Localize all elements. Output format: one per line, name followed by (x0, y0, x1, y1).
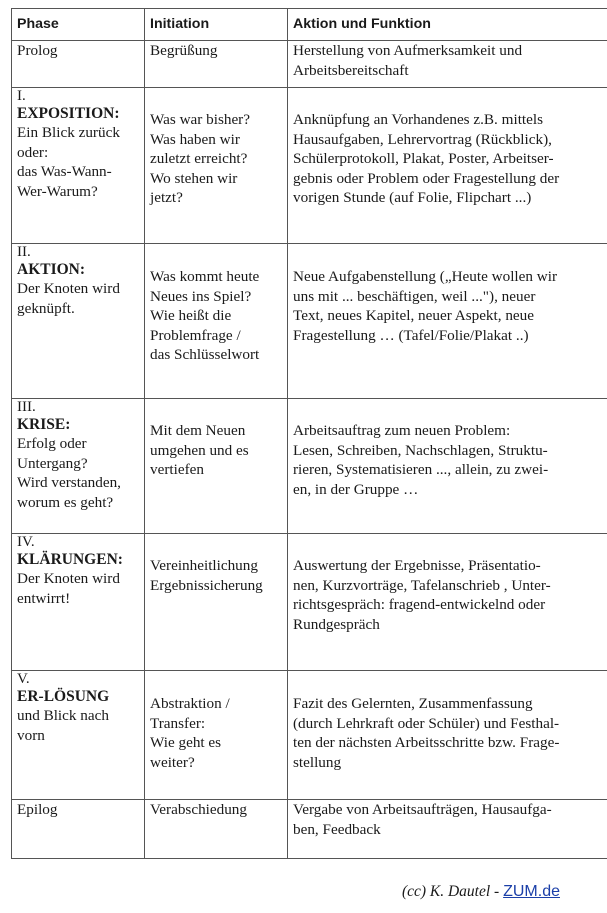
phase-cell (12, 671, 145, 800)
text-line: Neues ins Spiel? (150, 287, 252, 305)
text-line: Wer-Warum? (17, 182, 98, 200)
action-cell (288, 800, 607, 859)
phase-number: II. (17, 244, 31, 260)
phase-cell (12, 399, 145, 534)
text-line: Fazit des Gelernten, Zusammenfassung (293, 695, 533, 712)
table-row (12, 399, 607, 534)
initiation-cell (145, 41, 288, 88)
text-line: Fragestellung … (Tafel/Folie/Plakat ..) (293, 326, 529, 344)
text-line: zuletzt erreicht? (150, 150, 248, 167)
header-phase: Phase (12, 9, 145, 41)
text-line: Abstraktion / (150, 695, 230, 712)
phase-number: V. (17, 671, 30, 687)
phase-description (17, 123, 144, 201)
text-line: en, in der Gruppe … (293, 480, 419, 498)
text-line: Schülerprotokoll, Plakat, Poster, Arbeitser- (293, 150, 554, 167)
text-line: Untergang? (17, 454, 88, 472)
initiation-cell (145, 244, 288, 399)
text-line: das Schlüsselwort (150, 346, 260, 363)
text-line: (durch Lehrkraft oder Schüler) und Festhal- (293, 714, 560, 732)
text-line: Auswertung der Ergebnisse, Präsentatio- (293, 557, 541, 574)
text-line: vertiefen (150, 461, 204, 478)
text-line: weiter? (150, 753, 195, 771)
phase-table (11, 8, 607, 859)
table-row (12, 534, 607, 671)
phase-cell (12, 88, 145, 244)
initiation-cell (145, 399, 288, 534)
text-line: Was kommt heute (150, 268, 260, 285)
action-cell (288, 671, 607, 800)
phase-name: KRISE: (17, 416, 71, 433)
text-line: Rundgespräch (293, 615, 380, 633)
text-line: entwirrt! (17, 589, 71, 607)
text-line: Hausaufgaben, Lehrervortrag (Rückblick), (293, 130, 552, 148)
text-line: geknüpft. (17, 299, 75, 317)
text-line: Wird verstanden, (17, 474, 121, 491)
text-line: Was haben wir (150, 130, 240, 148)
phase-description (17, 800, 144, 820)
action-cell (288, 244, 607, 399)
table-row (12, 88, 607, 244)
text-line: Vergabe von Arbeitsaufträgen, Hausaufga- (293, 801, 552, 818)
phase-name: KLÄRUNGEN: (17, 551, 123, 568)
text-line: Der Knoten wird (17, 280, 120, 297)
text-line: und Blick nach (17, 707, 109, 724)
text-line: vorigen Stunde (auf Folie, Flipchart ...) (293, 189, 532, 206)
zum-link[interactable]: ZUM.de (503, 883, 560, 900)
phase-description (17, 706, 144, 745)
phase-cell (12, 534, 145, 671)
initiation-cell (145, 534, 288, 671)
initiation-cell (145, 88, 288, 244)
text-line: nen, Kurzvorträge, Tafelanschrieb , Unter- (293, 576, 551, 594)
text-line: Problemfrage / (150, 326, 241, 344)
text-line: Arbeitsbereitschaft (293, 61, 409, 79)
text-line: Was war bisher? (150, 111, 250, 128)
text-line: Herstellung von Aufmerksamkeit und (293, 42, 523, 59)
text-line: stellung (293, 753, 342, 771)
phase-name: EXPOSITION: (17, 105, 120, 122)
text-line: umgehen und es (150, 441, 249, 459)
text-line: rieren, Systematisieren ..., allein, zu zwei- (293, 461, 549, 478)
text-line: gebnis oder Problem oder Fragestellung der (293, 169, 560, 187)
phase-number: I. (17, 88, 26, 104)
text-line: Prolog (17, 42, 58, 59)
text-line: oder: (17, 143, 49, 161)
action-cell (288, 41, 607, 88)
phase-number: III. (17, 399, 36, 415)
text-line: vorn (17, 726, 45, 744)
header-initiation: Initiation (145, 9, 288, 41)
phase-description (17, 279, 144, 318)
credit-text: (cc) K. Dautel - (401, 883, 504, 900)
action-cell (288, 88, 607, 244)
text-line: Ein Blick zurück (17, 124, 120, 141)
text-line: Erfolg oder (17, 435, 87, 452)
text-line: Arbeitsauftrag zum neuen Problem: (293, 422, 511, 439)
phase-description (17, 569, 144, 608)
text-line: uns mit ... beschäftigen, weil ..."), neuer (293, 287, 536, 305)
text-line: Ergebnissicherung (150, 576, 263, 594)
initiation-cell (145, 800, 288, 859)
action-cell (288, 399, 607, 534)
text-line: Transfer: (150, 714, 206, 732)
table-header-row (12, 9, 607, 41)
text-line: Wie heißt die (150, 307, 232, 324)
text-line: jetzt? (150, 189, 183, 206)
phase-cell (12, 41, 145, 88)
text-line: ben, Feedback (293, 820, 381, 838)
text-line: ten der nächsten Arbeitsschritte bzw. Frage- (293, 734, 560, 751)
text-line: Lesen, Schreiben, Nachschlagen, Struktu- (293, 441, 548, 459)
table-row (12, 244, 607, 399)
text-line: Der Knoten wird (17, 570, 120, 587)
text-line: Text, neues Kapitel, neuer Aspekt, neue (293, 307, 535, 324)
text-line: worum es geht? (17, 493, 114, 511)
phase-description (17, 434, 144, 512)
text-line: Wie geht es (150, 734, 222, 751)
text-line: Epilog (17, 801, 58, 818)
footer-credit (402, 883, 560, 901)
text-line: richtsgespräch: fragend-entwickelnd oder (293, 596, 546, 613)
action-cell (288, 534, 607, 671)
text-line: Wo stehen wir (150, 169, 238, 187)
text-line: Verabschiedung (150, 801, 247, 818)
phase-description (17, 41, 144, 61)
phase-number: IV. (17, 534, 35, 550)
table-row (12, 671, 607, 800)
header-action: Aktion und Funktion (288, 9, 607, 41)
phase-cell (12, 244, 145, 399)
table-row (12, 800, 607, 859)
text-line: Begrüßung (150, 42, 218, 59)
phase-name: ER-LÖSUNG (17, 688, 110, 705)
text-line: Mit dem Neuen (150, 422, 246, 439)
text-line: Anknüpfung an Vorhandenes z.B. mittels (293, 111, 543, 128)
initiation-cell (145, 671, 288, 800)
table-row (12, 41, 607, 88)
text-line: das Was-Wann- (17, 163, 112, 180)
phase-cell (12, 800, 145, 859)
text-line: Vereinheitlichung (150, 557, 258, 574)
text-line: Neue Aufgabenstellung („Heute wollen wir (293, 268, 558, 285)
phase-name: AKTION: (17, 261, 86, 278)
